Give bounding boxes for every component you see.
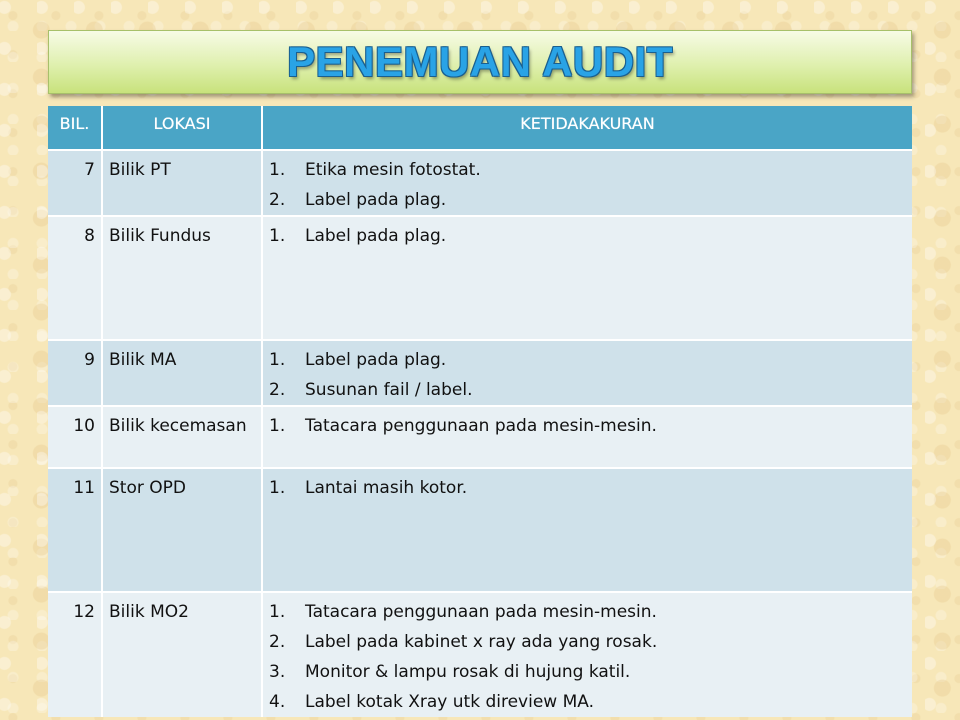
finding-text: Label pada plag. xyxy=(305,350,447,370)
row-bil: 9 xyxy=(48,340,102,406)
row-lokasi-text: Bilik MO2 xyxy=(109,602,189,622)
finding-number: 4. xyxy=(269,692,286,712)
row-ketidakakuran xyxy=(262,340,912,406)
row-lokasi xyxy=(102,340,262,406)
finding-item xyxy=(269,627,906,657)
header-bil: BIL. xyxy=(48,106,102,150)
finding-item xyxy=(269,411,906,441)
finding-item xyxy=(269,597,906,627)
finding-number: 1. xyxy=(269,478,286,498)
row-lokasi-text: Bilik Fundus xyxy=(109,226,211,246)
row-ketidakakuran xyxy=(262,592,912,717)
finding-text: Label pada plag. xyxy=(305,190,447,210)
header-ketidakakuran: KETIDAKAKURAN xyxy=(262,106,912,150)
row-lokasi xyxy=(102,406,262,468)
table-row xyxy=(48,216,912,340)
finding-item xyxy=(269,687,906,717)
finding-item xyxy=(269,185,906,215)
row-bil: 11 xyxy=(48,468,102,592)
finding-text: Tatacara penggunaan pada mesin-mesin. xyxy=(305,602,657,622)
row-lokasi-text: Bilik PT xyxy=(109,160,171,180)
row-lokasi xyxy=(102,216,262,340)
row-lokasi-text: Bilik kecemasan xyxy=(109,416,247,436)
finding-item xyxy=(269,345,906,375)
row-ketidakakuran xyxy=(262,216,912,340)
audit-table xyxy=(48,106,912,717)
finding-text: Susunan fail / label. xyxy=(305,380,473,400)
table-row xyxy=(48,150,912,216)
finding-number: 1. xyxy=(269,160,286,180)
row-bil: 7 xyxy=(48,150,102,216)
header-row xyxy=(48,106,912,150)
header-lokasi: LOKASI xyxy=(102,106,262,150)
finding-number: 1. xyxy=(269,226,286,246)
table-row xyxy=(48,340,912,406)
finding-text: Lantai masih kotor. xyxy=(305,478,468,498)
table-row xyxy=(48,406,912,468)
finding-list xyxy=(269,345,906,405)
slide-title: PENEMUAN AUDIT xyxy=(287,38,673,85)
finding-number: 1. xyxy=(269,602,286,622)
row-lokasi xyxy=(102,468,262,592)
finding-text: Tatacara penggunaan pada mesin-mesin. xyxy=(305,416,657,436)
finding-list xyxy=(269,473,906,503)
finding-list xyxy=(269,221,906,251)
table-row xyxy=(48,592,912,717)
table-row xyxy=(48,468,912,592)
row-lokasi-text: Stor OPD xyxy=(109,478,186,498)
row-ketidakakuran xyxy=(262,406,912,468)
row-bil: 12 xyxy=(48,592,102,717)
row-lokasi xyxy=(102,592,262,717)
finding-list xyxy=(269,411,906,441)
finding-text: Label pada plag. xyxy=(305,226,447,246)
finding-item xyxy=(269,155,906,185)
title-banner xyxy=(48,30,912,94)
row-ketidakakuran xyxy=(262,150,912,216)
finding-list xyxy=(269,155,906,215)
row-bil: 8 xyxy=(48,216,102,340)
finding-text: Label kotak Xray utk direview MA. xyxy=(305,692,594,712)
finding-text: Label pada kabinet x ray ada yang rosak. xyxy=(305,632,658,652)
row-lokasi xyxy=(102,150,262,216)
finding-number: 3. xyxy=(269,662,286,682)
finding-number: 1. xyxy=(269,350,286,370)
row-bil: 10 xyxy=(48,406,102,468)
finding-number: 2. xyxy=(269,190,286,210)
finding-list xyxy=(269,597,906,717)
finding-text: Etika mesin fotostat. xyxy=(305,160,481,180)
finding-item xyxy=(269,221,906,251)
finding-text: Monitor & lampu rosak di hujung katil. xyxy=(305,662,631,682)
row-ketidakakuran xyxy=(262,468,912,592)
row-lokasi-text: Bilik MA xyxy=(109,350,177,370)
finding-number: 2. xyxy=(269,632,286,652)
finding-item xyxy=(269,657,906,687)
finding-item xyxy=(269,375,906,405)
finding-number: 1. xyxy=(269,416,286,436)
finding-number: 2. xyxy=(269,380,286,400)
finding-item xyxy=(269,473,906,503)
